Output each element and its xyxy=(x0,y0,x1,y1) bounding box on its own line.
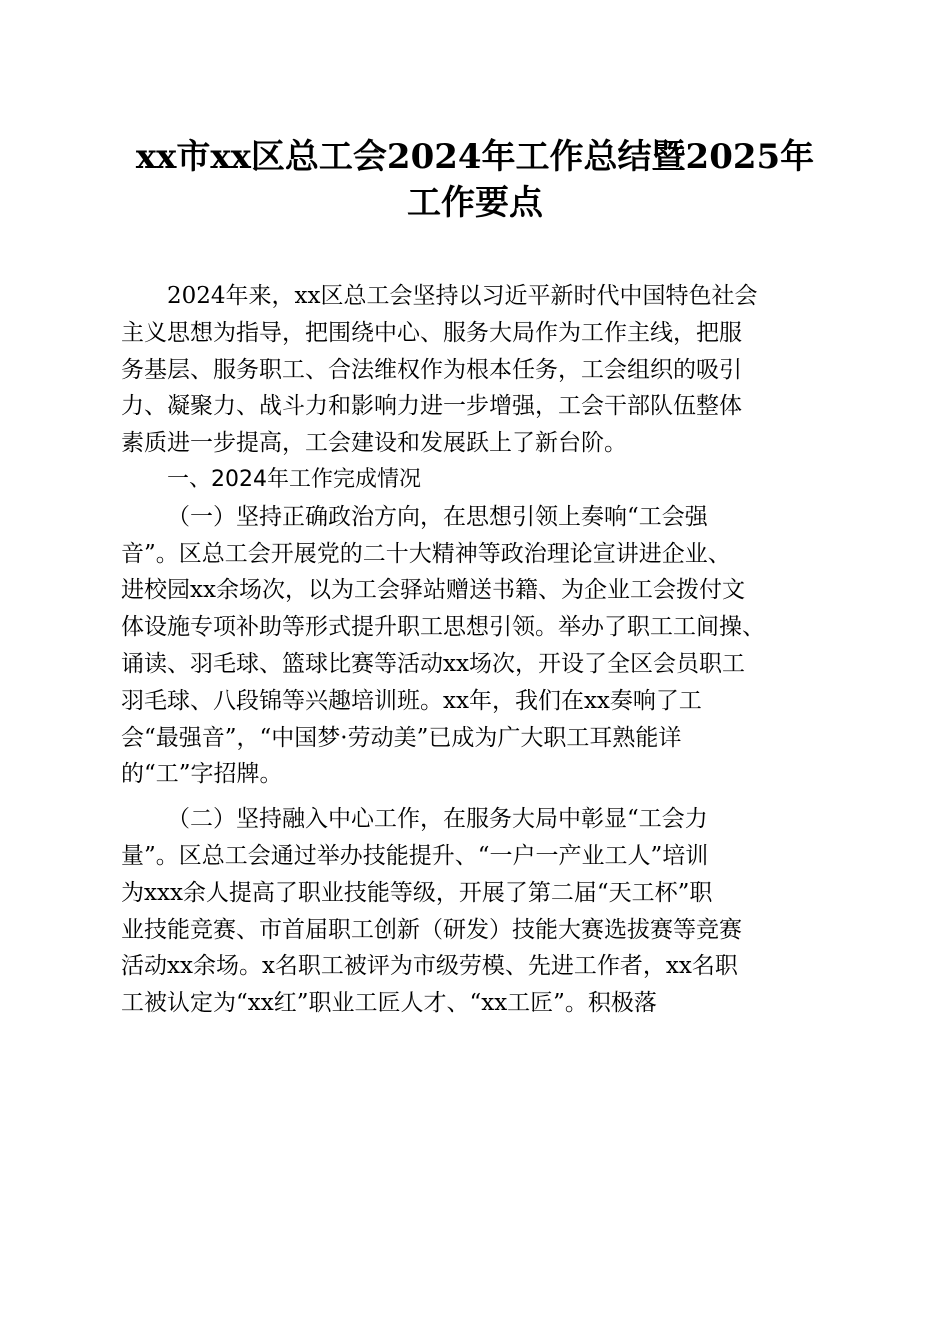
document-title xyxy=(100,134,850,226)
text-line: 体设施专项补助等形式提升职工思想引领。举办了职工工间操、 xyxy=(121,614,765,641)
text-line: 进校园xx余场次，以为工会驿站赠送书籍、为企业工会拨付文 xyxy=(121,577,745,604)
subsection-1-paragraph xyxy=(121,499,836,793)
text-line: （一）坚持正确政治方向，在思想引领上奏响“工会强 xyxy=(167,503,708,530)
text-line: 量”。区总工会通过举办技能提升、“一户一产业工人”培训 xyxy=(121,842,709,869)
intro-paragraph xyxy=(121,278,836,462)
text-line: 羽毛球、八段锦等兴趣培训班。xx年，我们在xx奏响了工 xyxy=(121,687,702,714)
text-line: 力、凝聚力、战斗力和影响力进一步增强，工会干部队伍整体 xyxy=(121,393,742,420)
text-line: 务基层、服务职工、合法维权作为根本任务，工会组织的吸引 xyxy=(121,356,742,383)
title-line-1: xx市xx区总工会2024年工作总结暨2025年 xyxy=(135,137,815,177)
text-line: 主义思想为指导，把围绕中心、服务大局作为工作主线，把服 xyxy=(121,319,742,346)
section-heading: 一、2024年工作完成情况 xyxy=(167,466,421,492)
text-line: 音”。区总工会开展党的二十大精神等政治理论宣讲进企业、 xyxy=(121,540,731,567)
subsection-2-paragraph xyxy=(121,801,836,1022)
text-line: （二）坚持融入中心工作，在服务大局中彰显“工会力 xyxy=(167,806,708,833)
title-line-2: 工作要点 xyxy=(407,183,543,223)
text-line: 的“工”字招牌。 xyxy=(121,761,283,788)
text-line: 2024年来，xx区总工会坚持以习近平新时代中国特色社会 xyxy=(167,283,758,309)
text-line: 业技能竞赛、市首届职工创新（研发）技能大赛选拔赛等竞赛 xyxy=(121,916,742,943)
text-line: 素质进一步提高，工会建设和发展跃上了新台阶。 xyxy=(121,430,627,457)
text-line: 会“最强音”，“中国梦·劳动美”已成为广大职工耳熟能详 xyxy=(121,724,682,751)
text-line: 工被认定为“xx红”职业工匠人才、“xx工匠”。积极落 xyxy=(121,990,657,1017)
document-body xyxy=(121,278,836,1022)
text-line: 诵读、羽毛球、篮球比赛等活动xx场次，开设了全区会员职工 xyxy=(121,650,745,677)
text-line: 活动xx余场。x名职工被评为市级劳模、先进工作者，xx名职 xyxy=(121,953,738,980)
text-line: 为xxx余人提高了职业技能等级，开展了第二届“天工杯”职 xyxy=(121,879,713,906)
